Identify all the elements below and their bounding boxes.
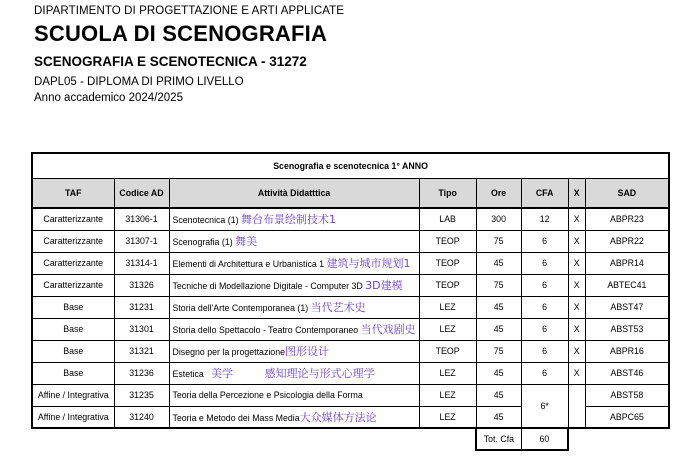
diploma-label: DAPL05 - DIPLOMA DI PRIMO LIVELLO bbox=[34, 76, 244, 88]
table-row bbox=[32, 230, 669, 252]
cell-activity bbox=[169, 362, 419, 384]
cell-ore: 75 bbox=[476, 230, 521, 252]
handwritten-note: 舞美 bbox=[235, 235, 258, 248]
cell-ore: 45 bbox=[476, 384, 521, 406]
cell-sad: ABST47 bbox=[585, 296, 669, 318]
cell-cfa-shared: 6* bbox=[521, 384, 568, 428]
cell-activity bbox=[169, 318, 419, 340]
activity-name: Teoria e Metodo dei Mass Media bbox=[172, 412, 300, 423]
cell-taf: Caratterizzante bbox=[32, 252, 114, 274]
cell-cfa: 6 bbox=[521, 252, 568, 274]
cell-tipo: LEZ bbox=[419, 296, 476, 318]
cell-sad: ABST53 bbox=[585, 318, 669, 340]
cell-x: X bbox=[568, 318, 585, 340]
cell-tipo: LAB bbox=[419, 208, 476, 230]
study-plan-table bbox=[31, 152, 670, 451]
activity-name: Storia dello Spettacolo - Teatro Contemporaneo bbox=[172, 325, 359, 335]
handwritten-note: 美学 感知理论与形式心理学 bbox=[211, 367, 375, 380]
cell-code: 31301 bbox=[114, 318, 169, 340]
col-header-cfa: CFA bbox=[521, 178, 568, 208]
cell-taf: Base bbox=[32, 296, 114, 318]
activity-name: Storia dell'Arte Contemporanea (1) bbox=[172, 303, 309, 313]
cell-cfa: 6 bbox=[521, 340, 568, 362]
cell-taf: Base bbox=[32, 340, 114, 362]
col-header-activity: Attività Didatttica bbox=[169, 178, 419, 208]
table-row bbox=[32, 296, 669, 318]
cell-tipo: LEZ bbox=[419, 384, 476, 406]
col-header-tipo: Tipo bbox=[419, 178, 476, 208]
activity-name: Tecniche di Modellazione Digitale - Computer 3D bbox=[172, 281, 363, 291]
col-header-taf: TAF bbox=[32, 178, 114, 208]
cell-activity bbox=[169, 274, 419, 296]
cell-activity bbox=[169, 384, 419, 406]
cell-sad: ABPR14 bbox=[585, 252, 669, 274]
course-title: SCENOGRAFIA E SCENOTECNICA - 31272 bbox=[34, 54, 307, 69]
table-row bbox=[32, 252, 669, 274]
cell-x: X bbox=[568, 274, 585, 296]
cell-taf: Caratterizzante bbox=[32, 230, 114, 252]
department-name: DIPARTIMENTO DI PROGETTAZIONE E ARTI APPLICATE bbox=[34, 5, 345, 17]
total-label: Tot. Cfa bbox=[476, 428, 521, 450]
table-header-row bbox=[32, 178, 669, 208]
handwritten-note: 当代戏剧史 bbox=[360, 323, 416, 336]
cell-ore: 75 bbox=[476, 274, 521, 296]
cell-tipo: TEOP bbox=[419, 274, 476, 296]
activity-name: Disegno per la progettazione bbox=[172, 347, 285, 357]
cell-code: 31306-1 bbox=[114, 208, 169, 230]
cell-activity bbox=[169, 296, 419, 318]
cell-cfa: 6 bbox=[521, 318, 568, 340]
table-row bbox=[32, 208, 669, 230]
cell-cfa: 6 bbox=[521, 230, 568, 252]
handwritten-note: 3D建模 bbox=[365, 279, 403, 292]
cell-activity bbox=[169, 208, 419, 230]
cell-code: 31235 bbox=[114, 384, 169, 406]
cell-x-empty bbox=[568, 384, 585, 428]
cell-activity bbox=[169, 406, 419, 428]
academic-year: Anno accademico 2024/2025 bbox=[34, 92, 183, 104]
cell-activity bbox=[169, 340, 419, 362]
cell-sad: ABST46 bbox=[585, 362, 669, 384]
table-title: Scenografia e scenotecnica 1° ANNO bbox=[32, 153, 669, 178]
cell-x: X bbox=[568, 340, 585, 362]
cell-ore: 300 bbox=[476, 208, 521, 230]
col-header-x: X bbox=[568, 178, 585, 208]
cell-code: 31307-1 bbox=[114, 230, 169, 252]
cell-x: X bbox=[568, 252, 585, 274]
cell-code: 31321 bbox=[114, 340, 169, 362]
cell-taf: Caratterizzante bbox=[32, 208, 114, 230]
handwritten-note: 图形设计 bbox=[284, 345, 329, 358]
cell-tipo: TEOP bbox=[419, 340, 476, 362]
cell-ore: 45 bbox=[476, 362, 521, 384]
col-header-sad: SAD bbox=[585, 178, 669, 208]
cell-ore: 75 bbox=[476, 340, 521, 362]
cell-sad: ABTEC41 bbox=[585, 274, 669, 296]
activity-name: Teoria della Percezione e Psicologia della Forma bbox=[172, 390, 363, 400]
cell-tipo: TEOP bbox=[419, 230, 476, 252]
activity-name: Scenografia (1) bbox=[172, 237, 233, 247]
activity-name: Elementi di Architettura e Urbanistica 1 bbox=[172, 259, 325, 269]
cell-cfa: 6 bbox=[521, 362, 568, 384]
table-row bbox=[32, 384, 669, 406]
cell-x: X bbox=[568, 230, 585, 252]
handwritten-note: 建筑与城市规划1 bbox=[326, 257, 411, 270]
cell-code: 31240 bbox=[114, 406, 169, 428]
col-header-ore: Ore bbox=[476, 178, 521, 208]
table-title-row bbox=[32, 153, 669, 178]
cell-cfa: 6 bbox=[521, 296, 568, 318]
cell-ore: 45 bbox=[476, 318, 521, 340]
table-row bbox=[32, 274, 669, 296]
cell-code: 31314-1 bbox=[114, 252, 169, 274]
cell-sad: ABPR22 bbox=[585, 230, 669, 252]
cell-ore: 45 bbox=[476, 252, 521, 274]
cell-cfa: 6 bbox=[521, 274, 568, 296]
cell-sad: ABPC65 bbox=[585, 406, 669, 428]
col-header-code: Codice AD bbox=[114, 178, 169, 208]
cell-tipo: TEOP bbox=[419, 252, 476, 274]
cell-code: 31231 bbox=[114, 296, 169, 318]
cell-ore: 45 bbox=[476, 296, 521, 318]
cell-code: 31326 bbox=[114, 274, 169, 296]
handwritten-note: 当代艺术史 bbox=[310, 301, 366, 314]
cell-ore: 45 bbox=[476, 406, 521, 428]
cell-cfa: 12 bbox=[521, 208, 568, 230]
cell-taf: Caratterizzante bbox=[32, 274, 114, 296]
handwritten-note: 舞台布景绘制技术1 bbox=[240, 213, 336, 227]
cell-taf: Base bbox=[32, 362, 114, 384]
cell-code: 31236 bbox=[114, 362, 169, 384]
cell-activity bbox=[169, 230, 419, 252]
activity-name: Scenotecnica (1) bbox=[172, 215, 239, 226]
activity-name: Estetica bbox=[172, 369, 204, 379]
cell-sad: ABPR23 bbox=[585, 208, 669, 230]
handwritten-note: 大众媒体方法论 bbox=[299, 410, 377, 424]
school-title: SCUOLA DI SCENOGRAFIA bbox=[34, 21, 328, 46]
cell-tipo: LEZ bbox=[419, 362, 476, 384]
table-row bbox=[32, 318, 669, 340]
cell-tipo: LEZ bbox=[419, 318, 476, 340]
cell-taf: Base bbox=[32, 318, 114, 340]
cell-taf: Affine / Integrativa bbox=[32, 406, 114, 428]
cell-x: X bbox=[568, 208, 585, 230]
cell-x: X bbox=[568, 296, 585, 318]
cell-taf: Affine / Integrativa bbox=[32, 384, 114, 406]
cell-tipo: LEZ bbox=[419, 406, 476, 428]
cell-activity bbox=[169, 252, 419, 274]
cell-x: X bbox=[568, 362, 585, 384]
total-row bbox=[32, 428, 669, 450]
table-row bbox=[32, 362, 669, 384]
total-value: 60 bbox=[521, 428, 568, 450]
table-row bbox=[32, 340, 669, 362]
cell-sad: ABPR16 bbox=[585, 340, 669, 362]
cell-sad: ABST58 bbox=[585, 384, 669, 406]
